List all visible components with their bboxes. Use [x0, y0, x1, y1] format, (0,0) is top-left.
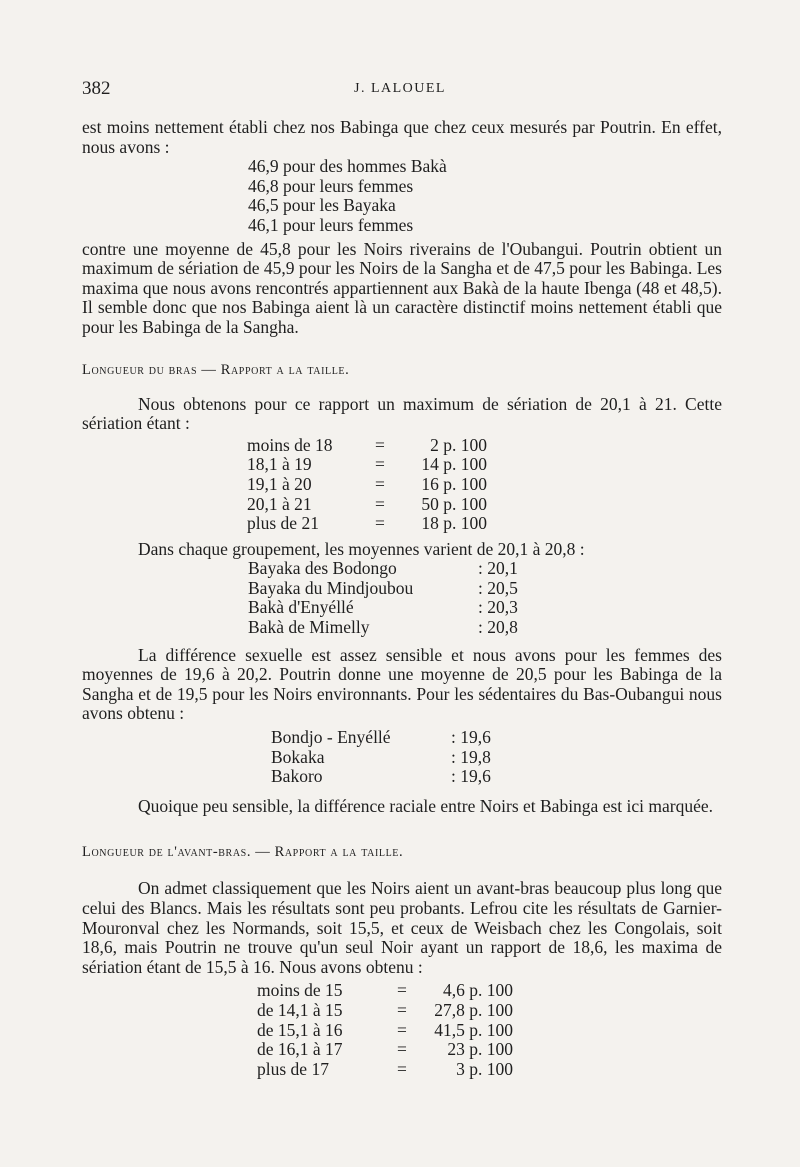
paragraph-4: Dans chaque groupement, les moyennes varient de 20,1 à 20,8 :	[138, 538, 585, 559]
table-row: Bokaka : 19,8	[271, 746, 491, 767]
list-item: 46,9 pour des hommes Bakà	[248, 156, 447, 177]
table-row: 19,1 à 20 = 16 p. 100	[247, 473, 487, 494]
page-header	[82, 78, 718, 102]
paragraph-3: Nous obtenons pour ce rapport un maximum de sériation de 20,1 à 21. Cette sériation étant :	[82, 393, 722, 434]
table-row: 20,1 à 21 = 50 p. 100	[247, 493, 487, 514]
table-row: 18,1 à 19 = 14 p. 100	[247, 454, 487, 475]
forearm-seriation-table	[257, 981, 513, 1079]
paragraph-2: contre une moyenne de 45,8 pour les Noirs riverains de l'Oubangui. Poutrin obtient un maximum de sériation de 45,9 pour les Noirs de la Sangha et de 47,5 pour les Babinga. Les maxima que nous avons rencontrés appartiennent aux Bakà de la haute Ibenga (48 et 48,5). Il semble donc que nos Babinga aient là un caractère distinctif moins nettement établi que pour les Babinga de la Sangha.	[82, 238, 722, 337]
table-row: Bakoro : 19,6	[271, 766, 491, 787]
table-row: Bayaka du Mindjoubou : 20,5	[248, 577, 518, 598]
table-row: plus de 17 = 3 p. 100	[257, 1058, 513, 1079]
arm-seriation-table	[247, 436, 487, 534]
table-row: Bakà d'Enyéllé : 20,3	[248, 597, 518, 618]
table-row: Bondjo - Enyéllé : 19,6	[271, 727, 491, 748]
section-heading-forearm-length: Longueur de l'avant-bras. — Rapport a la taille.	[82, 844, 404, 861]
table-row: de 15,1 à 16 = 41,5 p. 100	[257, 1019, 513, 1040]
table-row: moins de 18 = 2 p. 100	[247, 434, 487, 455]
paragraph-6: Quoique peu sensible, la différence raciale entre Noirs et Babinga est ici marquée.	[138, 795, 713, 816]
table-row: Bayaka des Bodongo : 20,1	[248, 558, 518, 579]
table-row: moins de 15 = 4,6 p. 100	[257, 980, 513, 1001]
sedentary-means-table	[271, 728, 491, 787]
table-row: plus de 21 = 18 p. 100	[247, 513, 487, 534]
hand-index-list	[248, 157, 722, 235]
list-item: 46,8 pour leurs femmes	[248, 175, 414, 196]
table-row: Bakà de Mimelly : 20,8	[248, 617, 518, 638]
page-number: 382	[82, 78, 111, 99]
table-row: de 14,1 à 15 = 27,8 p. 100	[257, 999, 513, 1020]
section-heading-arm-length: Longueur du bras — Rapport a la taille.	[82, 361, 350, 378]
running-head: J. LALOUEL	[354, 81, 446, 96]
table-row: de 16,1 à 17 = 23 p. 100	[257, 1039, 513, 1060]
list-item: 46,1 pour leurs femmes	[248, 214, 414, 235]
paragraph-7: On admet classiquement que les Noirs aient un avant-bras beaucoup plus long que celui des Blancs. Mais les résultats sont peu probants. Lefrou cite les résultats de Garnier-Mouronval chez les Normands, soit 15,5, et ceux de Weisbach chez les Congolais, soit 18,6, mais Poutrin ne trouve qu'un seul Noir ayant un rapport de 18,6, les maxima de sériation étant de 15,5 à 16. Nous avons obtenu :	[82, 878, 722, 977]
group-means-table	[248, 559, 518, 637]
paragraph-5: La différence sexuelle est assez sensible et nous avons pour les femmes des moyennes de 19,6 à 20,2. Poutrin donne une moyenne de 20,5 pour les Babinga de la Sangha et de 19,5 pour les Noirs environnants. Pour les sédentaires du Bas-Oubangui nous avons obtenu :	[82, 644, 722, 724]
page-body	[82, 118, 722, 1079]
list-item: 46,5 pour les Bayaka	[248, 195, 396, 216]
paragraph-1: est moins nettement établi chez nos Babinga que chez ceux mesurés par Poutrin. En effet, nous avons :	[82, 117, 722, 157]
